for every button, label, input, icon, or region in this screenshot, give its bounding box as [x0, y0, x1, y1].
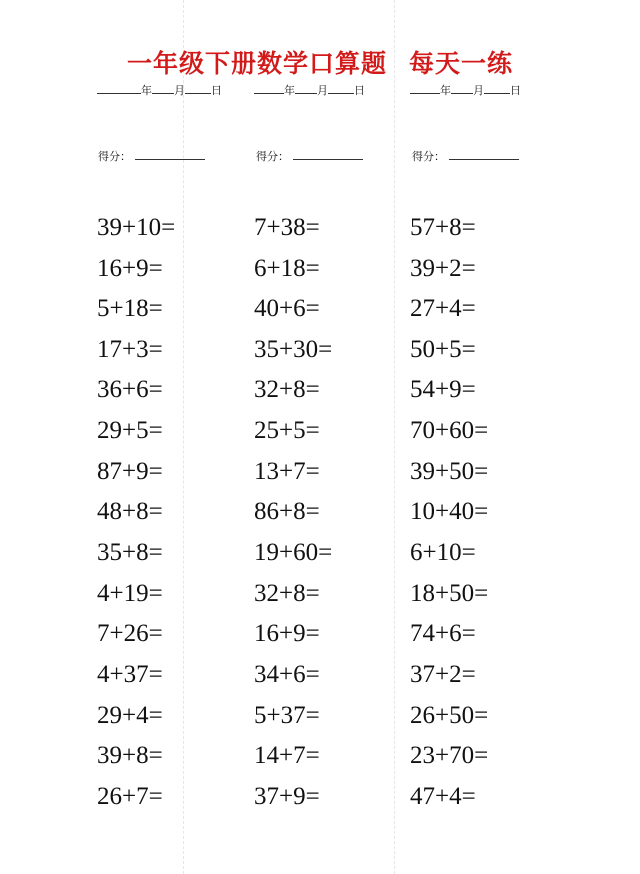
- problem: 40+6=: [254, 295, 320, 322]
- problem: 26+7=: [97, 783, 163, 810]
- problem: 6+18=: [254, 255, 320, 282]
- problem: 37+2=: [410, 661, 476, 688]
- problem: 17+3=: [97, 336, 163, 363]
- problem: 7+26=: [97, 620, 163, 647]
- problem: 5+18=: [97, 295, 163, 322]
- problem: 35+8=: [97, 539, 163, 566]
- date-line[interactable]: 年 月 日: [410, 82, 521, 98]
- problem: 36+6=: [97, 376, 163, 403]
- problem: 16+9=: [254, 620, 320, 647]
- score-line[interactable]: 得分：: [412, 148, 519, 164]
- problem: 25+5=: [254, 417, 320, 444]
- problem: 6+10=: [410, 539, 476, 566]
- date-line[interactable]: 年 月 日: [254, 82, 365, 98]
- problem: 47+4=: [410, 783, 476, 810]
- problem: 29+4=: [97, 702, 163, 729]
- problem: 87+9=: [97, 458, 163, 485]
- problem: 86+8=: [254, 498, 320, 525]
- problem: 54+9=: [410, 376, 476, 403]
- problem: 57+8=: [410, 214, 476, 241]
- problem: 70+60=: [410, 417, 489, 444]
- problem: 5+37=: [254, 702, 320, 729]
- problem: 13+7=: [254, 458, 320, 485]
- problem: 10+40=: [410, 498, 489, 525]
- title-text: 一年级下册数学口算题: [126, 49, 387, 78]
- problem: 4+37=: [97, 661, 163, 688]
- problem: 37+9=: [254, 783, 320, 810]
- problem: 29+5=: [97, 417, 163, 444]
- problem: 26+50=: [410, 702, 489, 729]
- fold-line: [394, 0, 395, 874]
- problem: 7+38=: [254, 214, 320, 241]
- problem: 39+10=: [97, 214, 176, 241]
- score-line[interactable]: 得分：: [256, 148, 363, 164]
- date-line[interactable]: 年 月 日: [97, 82, 222, 98]
- problem: 4+19=: [97, 580, 163, 607]
- problem: 16+9=: [97, 255, 163, 282]
- problem: 23+70=: [410, 742, 489, 769]
- problem: 32+8=: [254, 376, 320, 403]
- problem: 34+6=: [254, 661, 320, 688]
- problem: 74+6=: [410, 620, 476, 647]
- problem: 39+50=: [410, 458, 489, 485]
- score-line[interactable]: 得分：: [98, 148, 205, 164]
- problem: 39+8=: [97, 742, 163, 769]
- worksheet-title: [0, 44, 640, 80]
- problem: 19+60=: [254, 539, 333, 566]
- problem: 27+4=: [410, 295, 476, 322]
- problem: 39+2=: [410, 255, 476, 282]
- problem: 32+8=: [254, 580, 320, 607]
- problem: 48+8=: [97, 498, 163, 525]
- problem: 50+5=: [410, 336, 476, 363]
- problem: 18+50=: [410, 580, 489, 607]
- problem: 14+7=: [254, 742, 320, 769]
- subtitle-text: 每天一练: [409, 49, 514, 78]
- fold-line: [183, 0, 184, 874]
- problem: 35+30=: [254, 336, 333, 363]
